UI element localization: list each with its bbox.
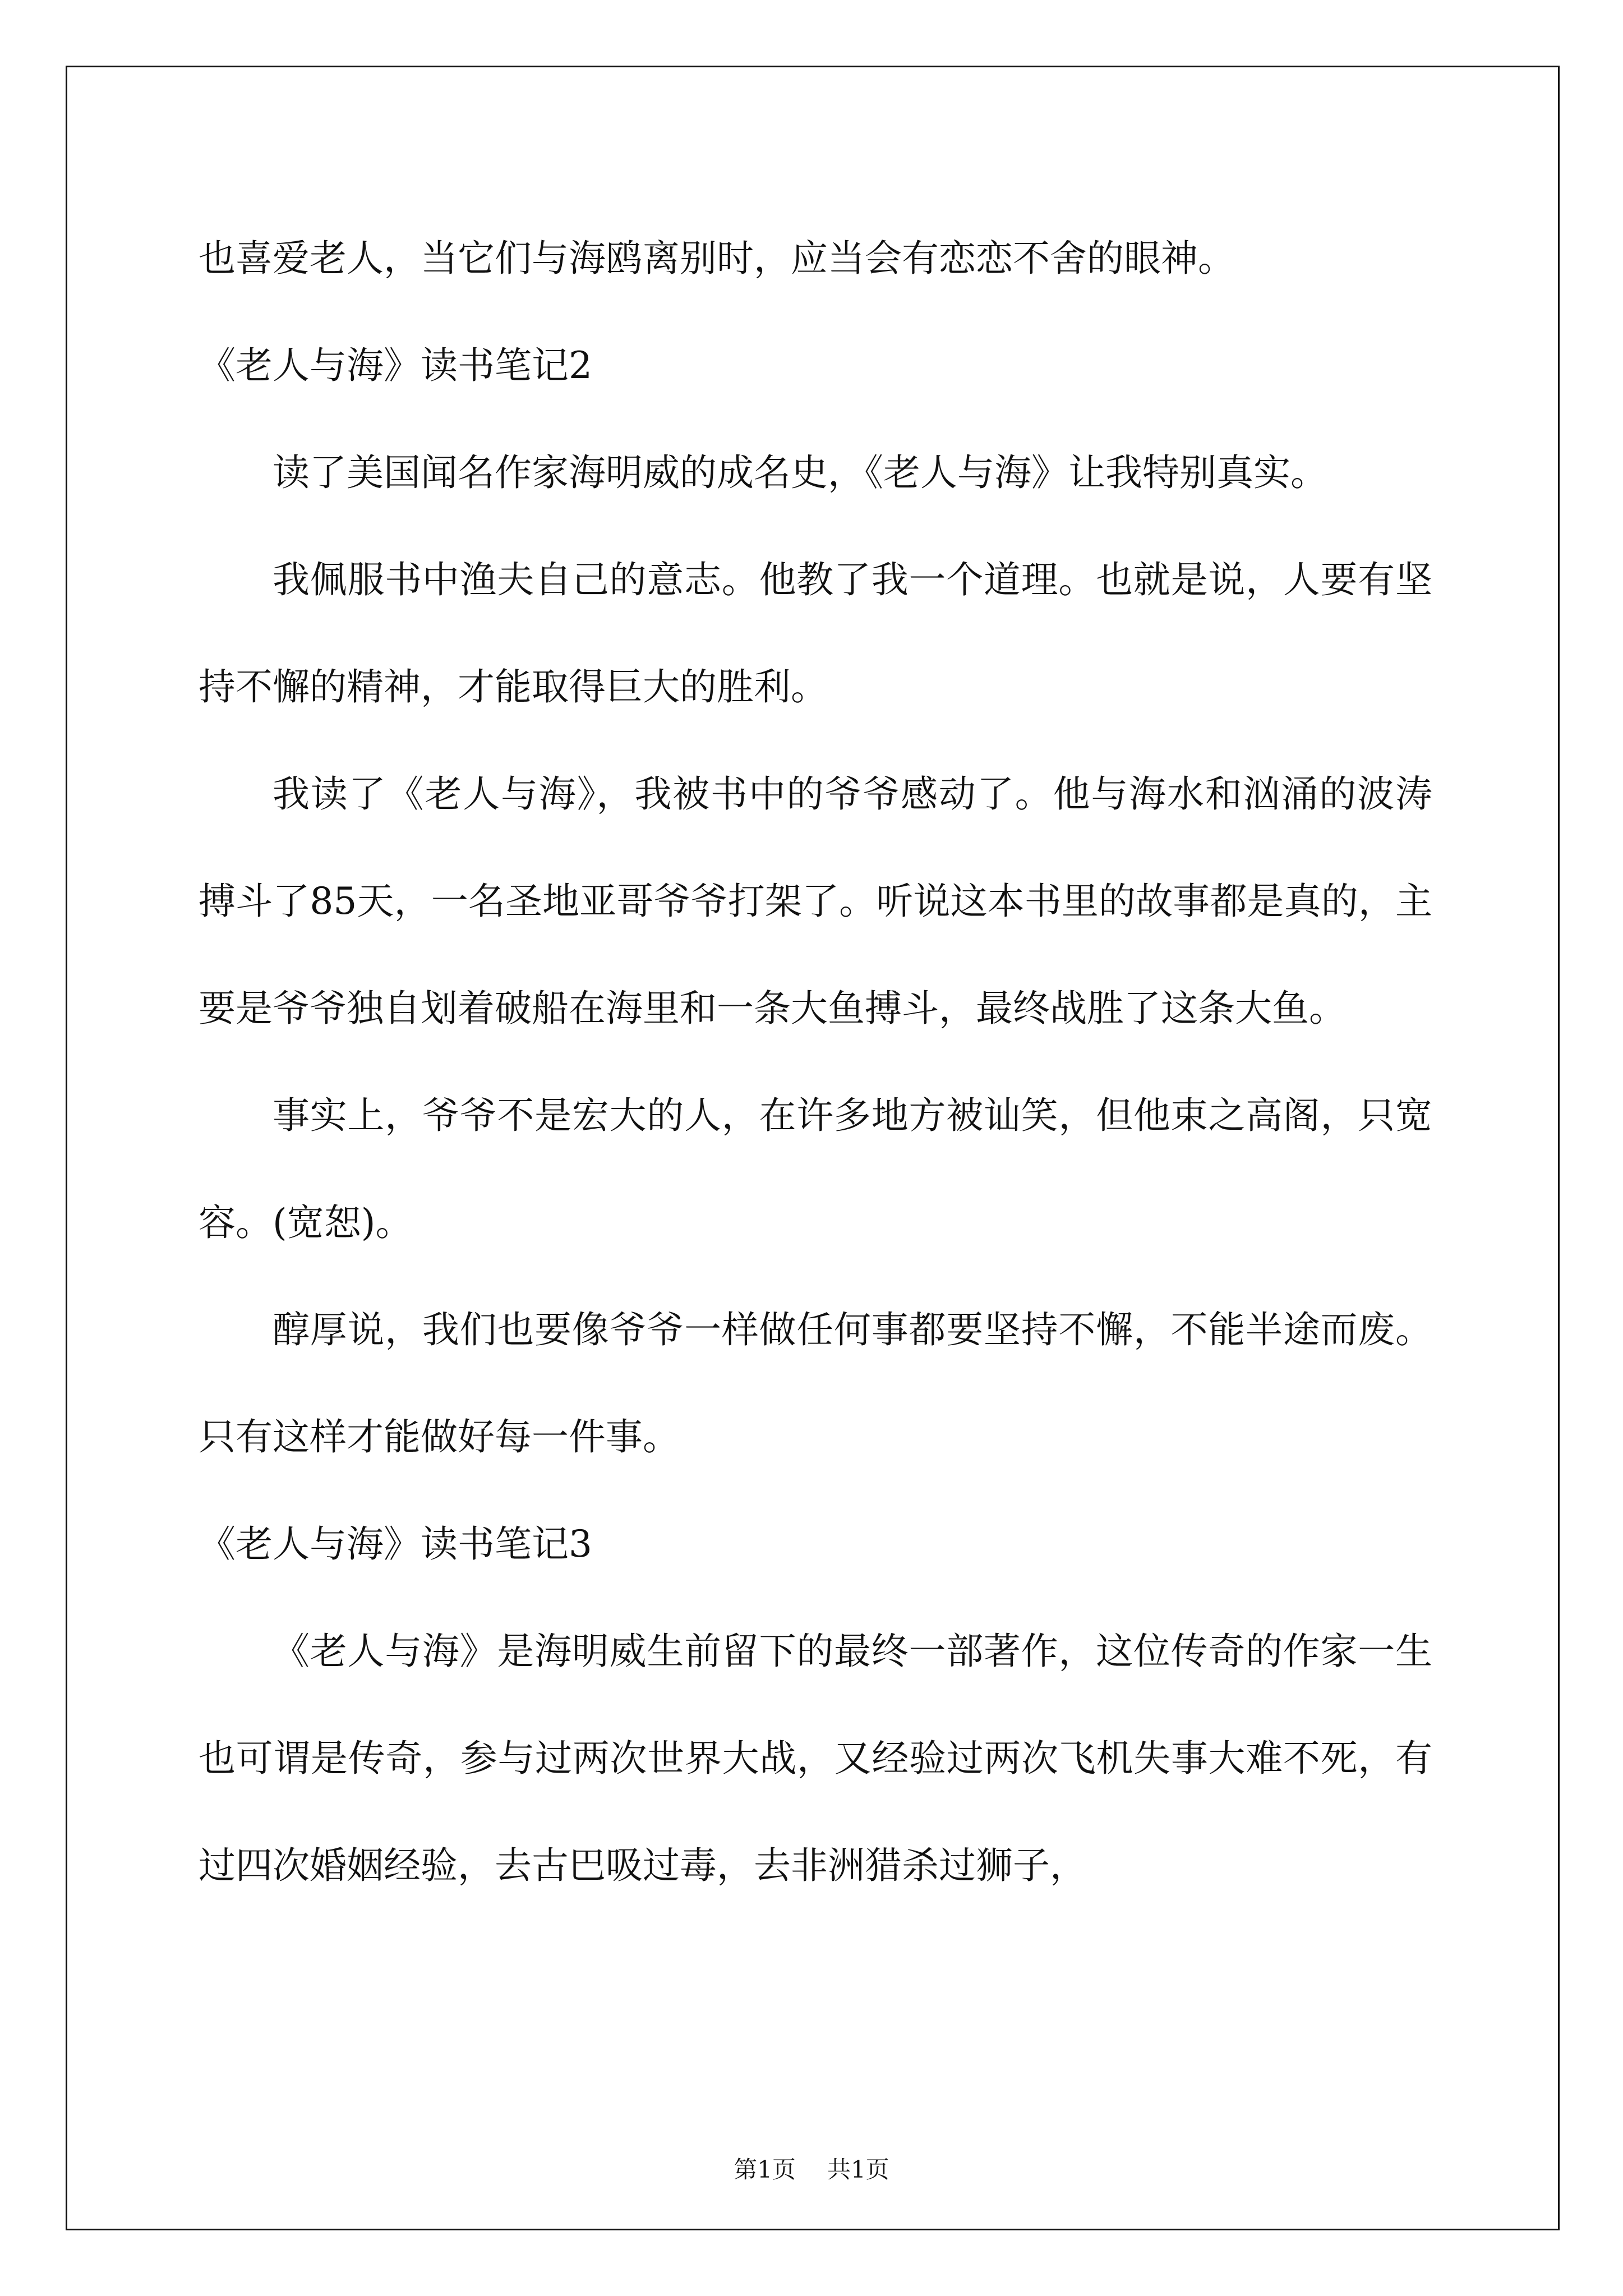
document-body xyxy=(199,205,1432,1919)
page-number-total: 共1页 xyxy=(827,2156,889,2183)
page-number-current: 第1页 xyxy=(734,2156,796,2183)
section-heading: 《老人与海》读书笔记2 xyxy=(199,344,592,387)
paragraph: 我佩服书中渔夫自己的意志。他教了我一个道理。也就是说，人要有坚持不懈的精神，才能取得巨大的胜利。 xyxy=(199,558,1432,708)
page-footer xyxy=(0,2151,1623,2185)
paragraph: 也喜爱老人，当它们与海鸥离别时，应当会有恋恋不舍的眼神。 xyxy=(199,237,1235,280)
paragraph: 醇厚说，我们也要像爷爷一样做任何事都要坚持不懈，不能半途而废。只有这样才能做好每一件事。 xyxy=(199,1308,1432,1458)
paragraph: 我读了《老人与海》，我被书中的爷爷感动了。他与海水和汹涌的波涛搏斗了85天，一名圣地亚哥爷爷打架了。听说这本书里的故事都是真的，主要是爷爷独自划着破船在海里和一条大鱼搏斗，最终战胜了这条大鱼。 xyxy=(199,772,1432,1030)
section-heading: 《老人与海》读书笔记3 xyxy=(199,1522,592,1566)
paragraph: 《老人与海》是海明威生前留下的最终一部著作，这位传奇的作家一生也可谓是传奇，参与过两次世界大战，又经验过两次飞机失事大难不死，有过四次婚姻经验，去古巴吸过毒，去非洲猎杀过狮子， xyxy=(199,1630,1432,1887)
paragraph: 事实上，爷爷不是宏大的人，在许多地方被讪笑，但他束之高阁，只宽容。(宽恕)。 xyxy=(199,1094,1432,1244)
paragraph: 读了美国闻名作家海明威的成名史，《老人与海》让我特别真实。 xyxy=(273,451,1327,494)
